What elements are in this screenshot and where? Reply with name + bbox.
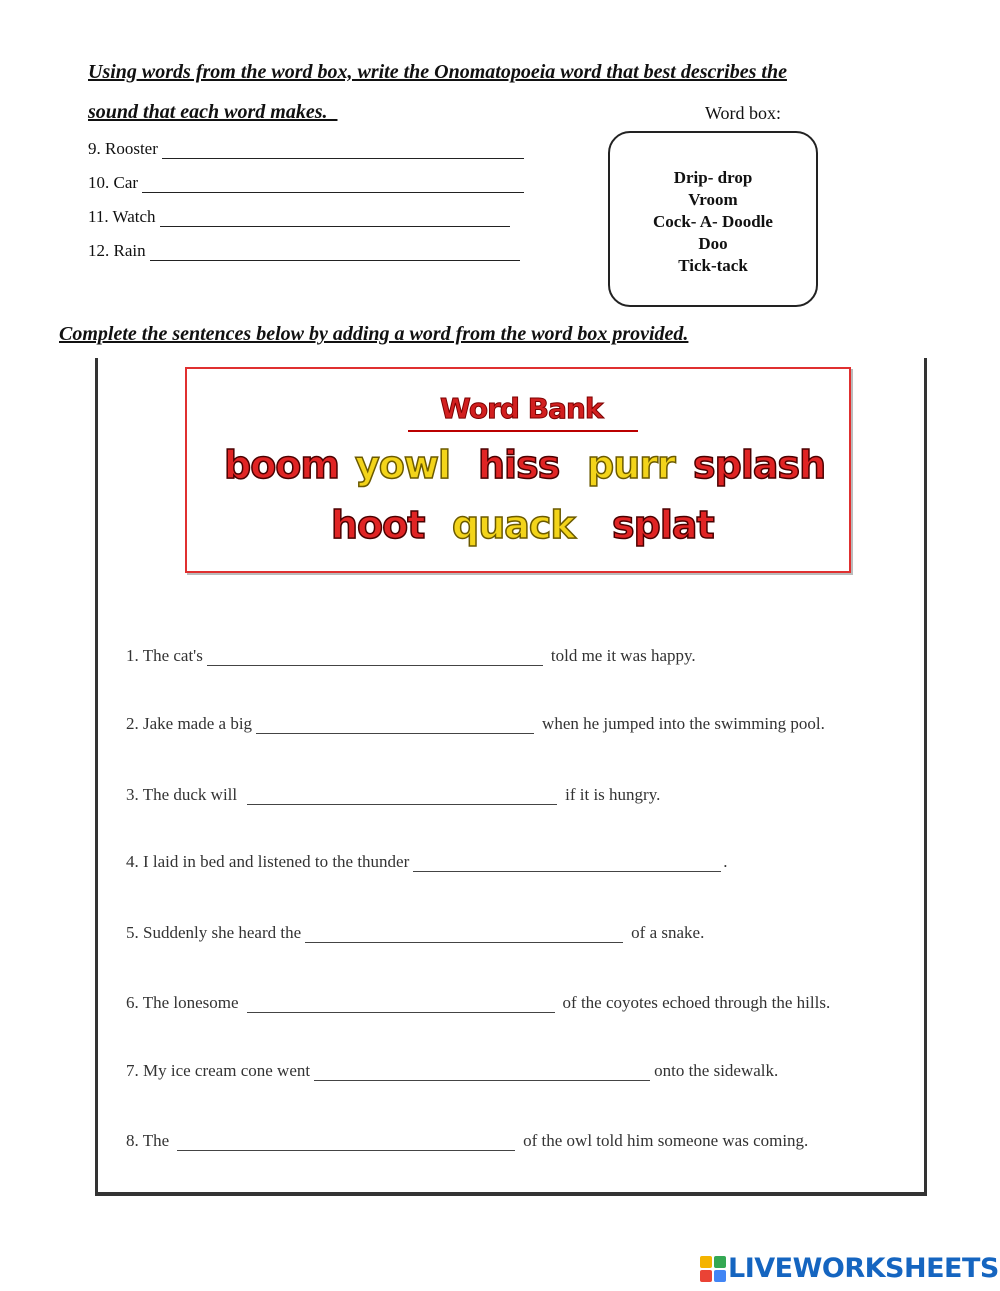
liveworksheets-logo-icon	[700, 1256, 726, 1282]
sentence-6	[126, 993, 830, 1013]
complete-instruction: Complete the sentences below by adding a word from the word box provided.	[59, 323, 689, 345]
sentence-before: 5. Suddenly she heard the	[126, 923, 302, 942]
sentence-after: if it is hungry.	[565, 785, 661, 804]
sentence-after: when he jumped into the swimming pool.	[542, 714, 825, 733]
sentence-after: told me it was happy.	[550, 646, 696, 665]
sentence-before: 3. The duck will	[126, 785, 238, 804]
word-bank-title-underline	[408, 430, 638, 432]
answer-blank-1[interactable]	[207, 651, 543, 666]
sentence-before: 4. I laid in bed and listened to the thunder	[126, 852, 410, 871]
liveworksheets-logo[interactable]	[700, 1253, 999, 1284]
sentence-before: 1. The cat's	[126, 646, 203, 665]
sentence-before: 8. The	[126, 1131, 170, 1150]
question-label: 11. Watch	[88, 207, 156, 226]
answer-blank-watch[interactable]	[160, 212, 510, 227]
sentence-after: onto the sidewalk.	[654, 1061, 779, 1080]
answer-blank-3[interactable]	[247, 790, 557, 805]
sentence-3	[126, 785, 660, 805]
sentence-8	[126, 1131, 808, 1151]
sentence-before: 7. My ice cream cone went	[126, 1061, 311, 1080]
bank-word-purr: purr	[587, 443, 675, 487]
bank-word-yowl: yowl	[355, 443, 451, 487]
sentence-after: of the coyotes echoed through the hills.	[562, 993, 831, 1012]
bank-word-splat: splat	[612, 503, 714, 547]
sentence-4	[126, 852, 728, 872]
answer-blank-7[interactable]	[314, 1066, 650, 1081]
answer-blank-6[interactable]	[247, 998, 555, 1013]
sentence-7	[126, 1061, 778, 1081]
bank-word-quack: quack	[452, 503, 575, 547]
question-watch	[88, 207, 510, 227]
word-box	[608, 131, 818, 307]
sentence-after: .	[723, 852, 728, 871]
logo-text: LIVEWORKSHEETS	[728, 1253, 999, 1284]
word-box-word: Vroom	[688, 190, 738, 209]
question-car	[88, 173, 524, 193]
question-label: 9. Rooster	[88, 139, 158, 158]
sentence-before: 6. The lonesome	[126, 993, 239, 1012]
sentence-after: of the owl told him someone was coming.	[523, 1131, 809, 1150]
answer-blank-4[interactable]	[413, 857, 721, 872]
answer-blank-rain[interactable]	[150, 246, 520, 261]
sentence-after: of a snake.	[631, 923, 705, 942]
bank-word-hoot: hoot	[331, 503, 425, 547]
question-rain	[88, 241, 520, 261]
answer-blank-5[interactable]	[305, 928, 623, 943]
word-box-word: Doo	[698, 234, 728, 253]
answer-blank-2[interactable]	[256, 719, 534, 734]
instruction-line-1: Using words from the word box, write the Onomatopoeia word that best describes the	[88, 61, 787, 83]
sentence-5	[126, 923, 704, 943]
word-box-word: Drip- drop	[673, 168, 753, 187]
question-rooster	[88, 139, 524, 159]
answer-blank-rooster[interactable]	[162, 144, 524, 159]
answer-blank-car[interactable]	[142, 178, 524, 193]
word-box-label: Word box:	[705, 103, 782, 123]
sentence-2	[126, 714, 825, 734]
instruction-line-2: sound that each word makes._	[88, 101, 338, 123]
word-box-word: Cock- A- Doodle	[653, 212, 773, 231]
answer-blank-8[interactable]	[177, 1136, 515, 1151]
bank-word-splash: splash	[693, 443, 826, 487]
sentence-1	[126, 646, 696, 666]
word-bank-title: Word Bank	[440, 392, 603, 425]
question-label: 12. Rain	[88, 241, 146, 260]
word-box-word: Tick-tack	[678, 256, 748, 275]
sentence-before: 2. Jake made a big	[126, 714, 253, 733]
question-label: 10. Car	[88, 173, 139, 192]
bank-word-boom: boom	[224, 443, 340, 487]
bank-word-hiss: hiss	[478, 443, 560, 487]
